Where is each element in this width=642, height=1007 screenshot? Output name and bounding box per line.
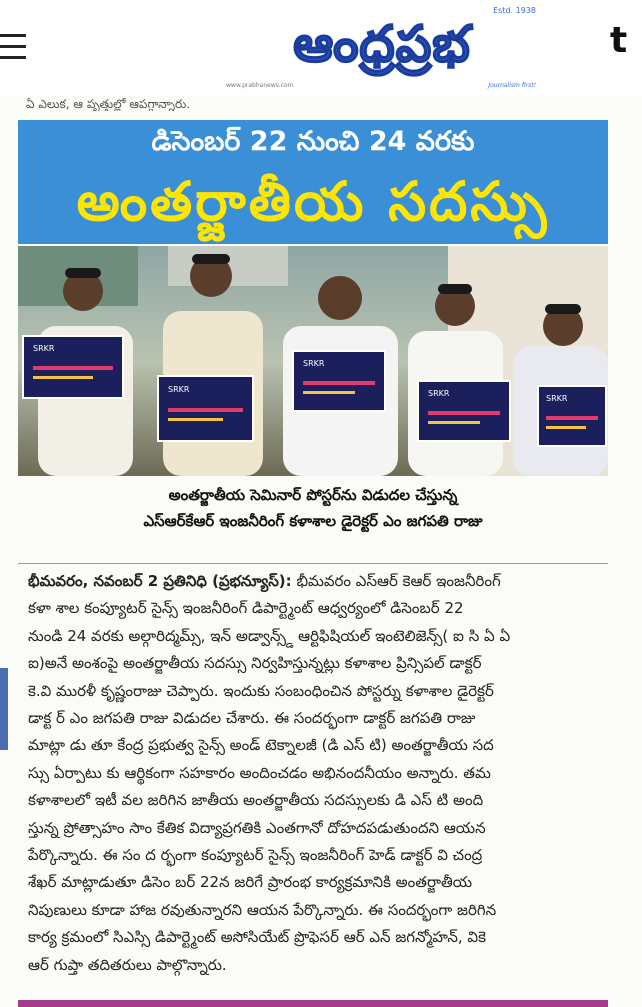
left-edge-marker [0, 668, 8, 750]
article-line: నిపుణులు కూడా హాజ రవుతున్నారని ఆయన పేర్కొన్నారు. ఈ సందర్భంగా జరిగిన [28, 900, 497, 919]
hamburger-menu-icon[interactable] [0, 34, 26, 66]
article-line [28, 568, 616, 595]
caption-line-1: అంతర్జాతీయ సెమినార్ పోస్టర్‌ను విడుదల చేస్తున్న [168, 486, 458, 504]
caption-line-2: ఎస్ఆర్‌కేఆర్ ఇంజనీరింగ్ కళాశాల డైరెక్టర్ ఎం జగపతి రాజు [143, 512, 483, 530]
article-line: కళా శాల కంప్యూటర్ సైన్స్ ఇంజనీరింగ్ డిపార్ట్మెంట్ ఆధ్వర్యంలో డిసెంబర్ 22 [28, 599, 464, 618]
article-line: స్సు ఏర్పాటు కు ఆర్థికంగా సహకారం అందించడం అభినందనీయం అన్నారు. తమ [28, 763, 491, 782]
article-line: కార్య క్రమంలో సిఎస్సి డిపార్ట్మెంట్ అసోసియేట్ ప్రొఫెసర్ ఆర్ ఎన్ జగన్మోహన్, వికె [28, 928, 486, 947]
article-line: నుండి 24 వరకు అల్గారిద్మమ్స్, ఇన్ అడ్వాన్స్డ్ ఆర్టిఫిషియల్ ఇంటెలిజెన్స్( ఐ సి ఏ ఏ [28, 626, 511, 645]
article-line: పేర్కొన్నారు. ఈ సం ద ర్భంగా కంప్యూటర్ సైన్స్ ఇంజనీరింగ్ హెడ్ డాక్టర్ వి చంద్ర [28, 846, 483, 865]
logo-url: www.prabhanews.com [226, 82, 294, 89]
article-line: డాక్ట ర్ ఎం జగపతి రాజు విడుదల చేశారు. ఈ సందర్భంగా డాక్టర్ జగపతి రాజు [28, 709, 476, 728]
photo-illustration [18, 246, 608, 476]
svg-text:SRKR: SRKR [303, 359, 325, 368]
caption-divider [18, 563, 608, 564]
article-line: మాట్లా డు తూ కేంద్ర ప్రభుత్వ సైన్స్ అండ్ టెక్నాలజీ (డి ఎస్ టి) అంతర్జాతీయ సద [28, 736, 494, 755]
article-line: కళాశాలలో ఇటీ వల జరిగిన జాతీయ అంతర్జాతీయ సదస్సులకు డి ఎస్ టి అంది [28, 791, 484, 810]
article-body [28, 568, 616, 979]
app-header [0, 0, 642, 96]
article-line: ఆర్ గుప్తా తదితరులు పాల్గొన్నారు. [28, 955, 227, 974]
banner-title: అంతర్జాతీయ సదస్సు [76, 170, 550, 233]
headline-banner [18, 120, 608, 244]
svg-text:SRKR: SRKR [428, 389, 450, 398]
photo-caption [18, 482, 608, 534]
svg-text:SRKR: SRKR [33, 344, 55, 353]
svg-text:SRKR: SRKR [168, 385, 190, 394]
bottom-accent-bar [18, 1000, 608, 1007]
logo-wordmark: ఆంధ్రప్రభ [293, 15, 471, 73]
partial-header-glyph: t [610, 20, 628, 61]
article-line-text: భీమవరం ఎస్ఆర్ కెఆర్ ఇంజనీరింగ్ [291, 572, 501, 590]
article-line: స్తున్న ప్రోత్సాహం సాం కేతిక విద్యాప్రగతికి ఎంతగానో దోహదపడుతుందని ఆయన [28, 818, 486, 837]
svg-text:SRKR: SRKR [546, 394, 568, 403]
newspaper-logo[interactable] [222, 6, 542, 92]
previous-article-fragment: ఏ ఎలుక, ఆ పృత్తుల్లో ఆపగ్గాన్నారు. [26, 97, 191, 111]
article-line: కె.వి మురళీ కృష్ణంరాజు చెప్పారు. ఇందుకు సంబంధించిన పోస్టర్ను కళాశాల డైరెక్టర్ [28, 681, 494, 700]
article-line: ఐ)అనే అంశంపై అంతర్జాతీయ సదస్సు నిర్వహిస్తున్నట్లు కళాశాల ప్రిన్సిపల్ డాక్టర్ [28, 654, 482, 673]
banner-subtitle: డిసెంబర్ 22 నుంచి 24 వరకు [151, 126, 475, 157]
logo-established: Estd. 1938 [493, 6, 536, 15]
logo-tagline: Journalism first! [488, 82, 536, 89]
news-photo [18, 246, 608, 476]
article-dateline: భీమవరం, నవంబర్ 2 ప్రతినిధి (ప్రభన్యూస్): [28, 572, 292, 590]
article-line: శేఖర్ మాట్లాడుతూ డిసెం బర్ 22న జరిగే ప్రారంభ కార్యక్రమానికి అంతర్జాతీయ [28, 873, 473, 892]
